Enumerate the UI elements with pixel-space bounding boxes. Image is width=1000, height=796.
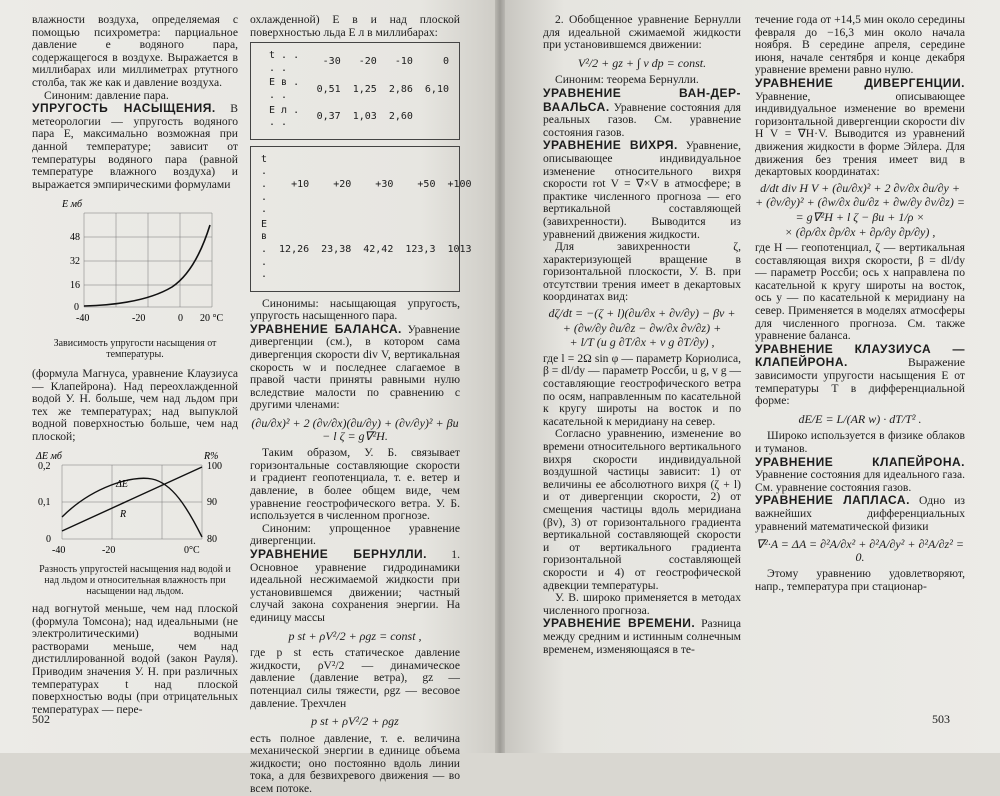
paragraph: где l = 2Ω sin φ — параметр Кориолиса, β = dl/dy — параметр Россби, u g, v g — составляющие геострофического ветра по осям, направленным по касательной к кругу широты на восток и по касательной к меридиану на север. bbox=[543, 351, 741, 428]
paragraph: Разница между средним и истинным солнечным временем, изменяющаяся в те- bbox=[543, 617, 741, 656]
paragraph: В метеорологии — упругость водяного пара E, максимально возможная при данной температуре; зависит от температуры водяного пара (равной температуре влажного воздуха) и выражается эмпирическими формулами bbox=[32, 102, 238, 191]
row-label: E л . . . bbox=[269, 104, 300, 129]
paragraph: есть полное давление, т. е. величина механической энергии в единице объема жидкости; оно постоянно вдоль линии тока, а для безвихревого движения — во всем потоке. bbox=[250, 731, 460, 796]
table-positive-temps bbox=[250, 146, 472, 292]
paragraph: Уравнение дивергенции (см.), в котором сама дивергенция скорости div V, вертикальная скорость w и последнее слагаемое в правой части приняты равными нулю вследствие малости по сравнению с другими членами: bbox=[250, 322, 460, 412]
formula: + (∂w/∂y ∂u/∂z − ∂w/∂x ∂v/∂z) + bbox=[562, 320, 722, 335]
paragraph: Этому уравнению удовлетворяют, напр., температура при стационар- bbox=[755, 567, 965, 593]
cell: 23,38 bbox=[321, 243, 352, 255]
paragraph: Для завихренности ζ, характеризующей вращение в горизонтальной плоскости, У. В. при отсутствии трения имеет в декартовых координатах вид: bbox=[543, 240, 741, 304]
synonym: Синоним: давление пара. bbox=[44, 88, 169, 102]
x-tick: 0 bbox=[178, 313, 183, 325]
synonym: Синоним: теорема Бернулли. bbox=[555, 73, 699, 87]
paragraph: Выражение зависимости упругости насыщения E от температуры T в дифференциальной форме: bbox=[755, 356, 965, 408]
entry-heading: УРАВНЕНИЕ БАЛАНСА. bbox=[250, 321, 402, 336]
y-tick: 90 bbox=[207, 497, 217, 509]
cell: 6,10 bbox=[424, 83, 449, 95]
cell: +10 bbox=[291, 178, 310, 190]
paragraph: (формула Магнуса, уравнение Клаузиуса — Клапейрона). Над переохлажденной водой У. Н. больше, чем над льдом при тех же температурах; над выпуклой водной поверхностью больше, чем над плоской; bbox=[32, 366, 238, 443]
x-tick: -40 bbox=[76, 313, 90, 325]
paragraph: Одно из важнейших дифференциальных уравнений математической физики bbox=[755, 494, 965, 533]
cell bbox=[419, 104, 455, 131]
entry-heading: УРАВНЕНИЕ КЛАУЗИУСА — КЛАПЕЙРОНА. bbox=[755, 341, 965, 370]
entry-heading: УРАВНЕНИЕ ВАН-ДЕР-ВААЛЬСА. bbox=[543, 85, 741, 114]
cell: 123,3 bbox=[405, 243, 436, 255]
cell: 2,86 bbox=[388, 83, 413, 95]
cell: +20 bbox=[333, 178, 352, 190]
table-row bbox=[263, 104, 455, 131]
formula: dE/E = L/(AR w) · dT/T² . bbox=[798, 411, 922, 426]
paragraph: Уравнение состояния для реальных газов. См. уравнение состояния газов. bbox=[543, 100, 741, 139]
cell: 1013 bbox=[447, 243, 472, 255]
paragraph: 2. Обобщенное уравнение Бернулли для идеальной сжимаемой жидкости при установившемся движении: bbox=[543, 13, 741, 52]
x-tick: -20 bbox=[102, 545, 116, 557]
formula: p st + ρV²/2 + ρgz bbox=[311, 714, 399, 729]
left-page bbox=[0, 0, 495, 796]
paragraph: 1. Основное уравнение гидродинамики идеальной несжимаемой жидкости при установившемся движении; частный случай закона сохранения энергии. На единицу массы bbox=[250, 547, 460, 624]
table-row bbox=[255, 153, 478, 218]
cell: -10 bbox=[394, 56, 413, 68]
cell: 1,03 bbox=[352, 110, 377, 122]
formula: (∂u/∂x)² + 2 (∂v/∂x)(∂u/∂y) + (∂v/∂y)² + βu − l ζ = g∇²H. bbox=[251, 416, 459, 443]
cell: 42,42 bbox=[363, 243, 394, 255]
y-tick: 100 bbox=[207, 461, 222, 473]
saturation-pressure-graph bbox=[32, 195, 238, 360]
paragraph: У. В. широко применяется в методах численного прогноза. bbox=[543, 591, 741, 617]
entry-heading: УРАВНЕНИЕ ВРЕМЕНИ. bbox=[543, 616, 696, 631]
paragraph: Широко используется в физике облаков и туманов. bbox=[755, 429, 965, 455]
x-tick: -20 bbox=[132, 313, 146, 325]
paragraph: течение года от +14,5 мин около середины февраля до −16,3 мин около начала ноября. В середине апреля, середине июня, начале сентября и конце декабря уравнение времени равно нулю. bbox=[755, 13, 965, 77]
paragraph: Уравнение, описывающее индивидуальное изменение относительного вихря скорости rot V = ∇×V в атмосфере; в практике численного прогноза — его вертикальной составляющей (завихренности). Выводится из уравнений движения жидкости. bbox=[543, 139, 741, 241]
y-tick: 48 bbox=[70, 232, 80, 244]
y-tick: 0,2 bbox=[38, 461, 51, 473]
paragraph: над вогнутой меньше, чем над плоской (формула Томсона); над идеальными (не электролитическими) водными растворами меньше, чем над дистиллированной водой (закон Рауля). Приводим значения У. Н. при различных температурах t над плоской поверхностью воды (при отрицательных температурах — пере- bbox=[32, 602, 238, 716]
delta-e-graph-svg bbox=[32, 447, 238, 557]
cell: 0 bbox=[442, 56, 449, 68]
cell: 12,26 bbox=[279, 243, 310, 255]
page-number: 503 bbox=[932, 712, 950, 726]
right-column-1 bbox=[543, 14, 741, 656]
figure-caption: Зависимость упругости насыщения от температуры. bbox=[53, 337, 217, 360]
cell: +30 bbox=[375, 178, 394, 190]
y-tick: 16 bbox=[70, 280, 80, 292]
graph-right-y-label: R% bbox=[204, 451, 219, 463]
row-label: E в . . . bbox=[269, 77, 300, 101]
paragraph: Согласно уравнению, изменение во времени относительного вертикального вихря скорости индивидуальной воздушной частицы зависит: 1) от величины ее абсолютного вихря (ζ + l) и от дивергенции скорости, 2) от смещения частицы вдоль меридиана (βv), 3) от горизонтального градиента вертикальной составляющей скорости и от вертикального градиента горизонтальной составляющей скорости и 4) от геострофической адвекции температуры. bbox=[543, 427, 741, 592]
formula: dζ/dt = −(ζ + l)(∂u/∂x + ∂v/∂y) − βv + bbox=[548, 306, 736, 321]
entry-heading: УПРУГОСТЬ НАСЫЩЕНИЯ. bbox=[32, 101, 216, 116]
y-tick: 32 bbox=[70, 256, 80, 268]
delta-e-curve bbox=[62, 479, 202, 538]
formula: = g∇²H + l ζ − βu + 1/ρ × bbox=[795, 209, 925, 224]
x-tick: -40 bbox=[52, 545, 66, 557]
paragraph: где H — геопотенциал, ζ — вертикальная составляющая вихря скорости, β = dl/dy — параметр Россби; ось x направлена по касательной к кругу широты на восток, ось y — по касательной к меридиану на север. Применяется в моделях атмосферы для численного прогноза. См. также уравнение баланса. bbox=[755, 241, 965, 343]
row-label: t . . . . bbox=[269, 50, 300, 74]
formula: d/dt div H V + (∂u/∂x)² + 2 ∂v/∂x ∂u/∂y + bbox=[760, 180, 960, 195]
graph-left-y-label: ΔE мб bbox=[36, 451, 62, 463]
cell: 2,60 bbox=[388, 110, 413, 122]
x-tick: 0°C bbox=[184, 545, 200, 557]
paragraph: где p st есть статическое давление жидкости, ρV²/2 — динамическое давление (давление ветра), gz — потенциал силы тяжести, ρgz — весовое давление. Трехчлен bbox=[250, 646, 460, 710]
line-label: R bbox=[120, 509, 127, 521]
synonym: Синоним: упрощенное уравнение дивергенции. bbox=[250, 521, 460, 548]
cell: +50 bbox=[417, 178, 436, 190]
y-tick: 80 bbox=[207, 534, 217, 546]
entry-heading: УРАВНЕНИЕ БЕРНУЛЛИ. bbox=[250, 546, 428, 561]
row-label: E в . . . bbox=[261, 218, 268, 281]
x-tick: 20 °C bbox=[200, 313, 224, 325]
book-gutter bbox=[495, 0, 505, 753]
page-number: 502 bbox=[32, 712, 50, 726]
paragraph: охлажденной) E в и над плоской поверхностью льда E л в миллибарах: bbox=[250, 13, 460, 39]
saturation-graph-svg bbox=[32, 195, 238, 331]
formula: + (∂v/∂y)² + (∂w/∂x ∂u/∂z + ∂w/∂y ∂v/∂z) = bbox=[755, 195, 965, 210]
row-label: t . . . . bbox=[261, 153, 268, 216]
left-column-1 bbox=[32, 14, 238, 716]
table-negative-temps bbox=[250, 42, 460, 140]
formula: × (∂ρ/∂x ∂p/∂x + ∂ρ/∂y ∂p/∂y) , bbox=[784, 224, 936, 239]
formula: p st + ρV²/2 + ρgz = const , bbox=[288, 628, 422, 643]
table-row bbox=[263, 76, 455, 103]
right-page bbox=[505, 0, 1000, 753]
figure-caption: Разность упругостей насыщения над водой и над льдом и относительная влажность при насыщении над льдом. bbox=[39, 564, 231, 598]
formula: ∇²·A = ΔA = ∂²A/∂x² + ∂²A/∂y² + ∂²A/∂z² = 0. bbox=[756, 537, 964, 564]
delta-e-graph bbox=[32, 447, 238, 597]
cell: -30 bbox=[322, 56, 341, 68]
paragraph: Уравнение, описывающее индивидуальное изменение во времени горизонтальной дивергенции скорости div H V = ∇H·V. Выводится из уравнений движения жидкости в форме Эйлера. Для движения без трения имеет вид в декартовых координатах: bbox=[755, 89, 965, 179]
cell: +100 bbox=[447, 178, 472, 190]
entry-heading: УРАВНЕНИЕ ВИХРЯ. bbox=[543, 138, 678, 153]
cell: -20 bbox=[358, 56, 377, 68]
formula: + l/T (u g ∂T/∂x + v g ∂T/∂y) , bbox=[569, 335, 715, 350]
cell: 0,37 bbox=[316, 110, 341, 122]
paragraph: влажности воздуха, определяемая с помощью психрометра: парциальное давление e водяного пара, содержащегося в воздухе. Выражается в миллибарах или миллиметрах ртутного столба, так же как и давление воздуха. bbox=[32, 13, 238, 89]
y-tick: 0 bbox=[46, 534, 51, 546]
formula: V²/2 + gz + ∫ v dp = const. bbox=[577, 55, 707, 70]
left-column-2 bbox=[250, 13, 472, 796]
y-tick: 0,1 bbox=[38, 497, 51, 509]
cell: 0,51 bbox=[316, 83, 341, 95]
paragraph: Уравнение состояния для идеального газа. См. уравнение состояния газов. bbox=[755, 468, 965, 494]
synonym: Синонимы: насыщающая упругость, упругость насыщенного пара. bbox=[250, 296, 460, 323]
entry-heading: УРАВНЕНИЕ КЛАПЕЙРОНА. bbox=[755, 454, 965, 469]
table-row bbox=[263, 49, 455, 76]
right-column-2 bbox=[755, 14, 965, 594]
curve-label: ΔE bbox=[116, 479, 128, 491]
paragraph: Таким образом, У. Б. связывает горизонтальные составляющие скорости и градиент геопотенциала, т. е. ветер и давление, в более общем виде, чем уравнение геострофического ветра. У. Б. используется в численном прогнозе. bbox=[250, 446, 460, 523]
entry-heading: УРАВНЕНИЕ ДИВЕРГЕНЦИИ. bbox=[755, 75, 965, 90]
graph-y-label: E мб bbox=[62, 199, 83, 211]
table-row bbox=[255, 218, 478, 283]
cell: 1,25 bbox=[352, 83, 377, 95]
y-tick: 0 bbox=[74, 302, 79, 314]
entry-heading: УРАВНЕНИЕ ЛАПЛАСА. bbox=[755, 493, 910, 508]
